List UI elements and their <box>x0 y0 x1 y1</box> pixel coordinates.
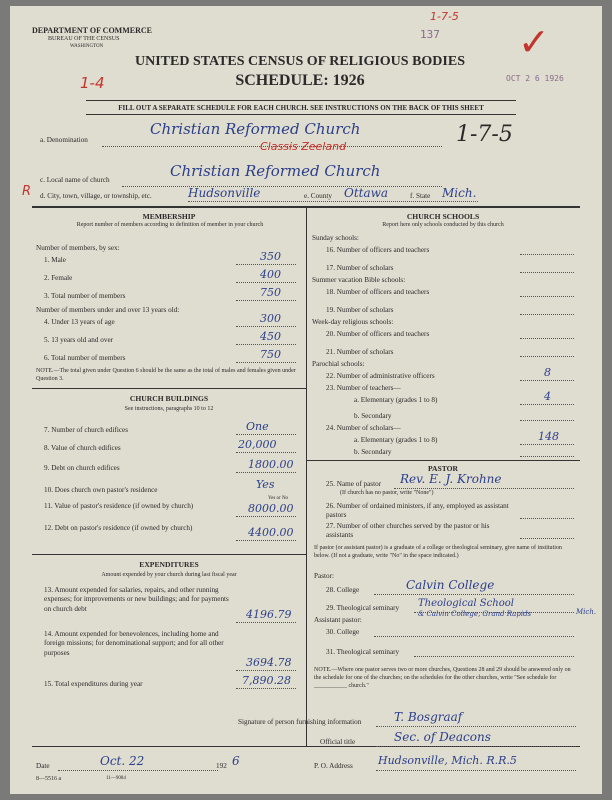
signature-line <box>376 726 576 727</box>
total2-line <box>236 362 296 363</box>
edifices-line <box>236 434 296 435</box>
residence-value-label: 11. Value of pastor's residence (if owned by church) <box>44 502 194 510</box>
q21-label: 21. Number of scholars <box>326 348 394 356</box>
q22-label: 22. Number of administrative officers <box>326 372 435 380</box>
sunday-label: Sunday schools: <box>312 234 359 242</box>
benevolences-value: 3694.78 <box>246 656 292 669</box>
received-stamp: OCT 2 6 1926 <box>506 74 564 83</box>
q31-label: 31. Theological seminary <box>326 648 400 656</box>
value-line <box>236 452 296 453</box>
denomination-note: Classis Zeeland <box>260 140 347 153</box>
total-exp-value: 7,890.28 <box>242 674 291 687</box>
expenditures-subtitle: Amount expended by your church during last fiscal year <box>101 572 237 578</box>
state-value: Mich. <box>442 186 477 200</box>
year-prefix: 192 <box>216 762 227 770</box>
salaries-line <box>236 622 296 623</box>
male-label: 1. Male <box>44 256 66 264</box>
date-value: Oct. 22 <box>100 754 145 768</box>
residence-value-line <box>236 516 296 517</box>
q21-line <box>520 356 574 357</box>
q28-value: Calvin College <box>406 578 495 592</box>
q19-label: 19. Number of scholars <box>326 306 394 314</box>
female-label: 2. Female <box>44 274 73 282</box>
parochial-label: Parochial schools: <box>312 360 365 368</box>
q23-label: 23. Number of teachers— <box>326 384 401 392</box>
q26-label: 26. Number of ordained ministers, if any, employed as assistant pastors <box>326 502 509 520</box>
parsonage-value: Yes <box>256 478 275 491</box>
q20-label: 20. Number of officers and teachers <box>326 330 430 338</box>
benevolences-line <box>236 670 296 671</box>
summer-label: Summer vacation Bible schools: <box>312 276 406 284</box>
date-label: Date <box>36 762 50 770</box>
pastor-rule <box>306 460 580 461</box>
q24a-line <box>520 444 574 445</box>
assistant-label: Assistant pastor: <box>314 616 362 624</box>
city-value: Hudsonville <box>188 186 261 200</box>
buildings-rule <box>32 388 306 389</box>
edifices-value: One <box>246 420 269 433</box>
local-name-line <box>122 186 442 187</box>
denomination-label: a. Denomination <box>40 136 88 144</box>
q24-label: 24. Number of scholars— <box>326 424 401 432</box>
q24a-label: a. Elementary (grades 1 to 8) <box>354 436 438 444</box>
over13-value: 450 <box>260 330 281 343</box>
date-line <box>58 770 218 771</box>
q30-line <box>374 636 574 637</box>
official-title-value: Sec. of Deacons <box>394 730 491 744</box>
local-name-value: Christian Reformed Church <box>170 162 381 180</box>
q16-line <box>520 254 574 255</box>
local-name-label: c. Local name of church <box>40 176 110 184</box>
q28-line <box>374 594 574 595</box>
total-value: 750 <box>260 286 281 299</box>
pastor-title: PASTOR <box>427 464 459 473</box>
q24b-label: b. Secondary <box>354 448 392 456</box>
county-value: Ottawa <box>344 186 389 200</box>
residence-debt-line <box>236 540 296 541</box>
total-line <box>236 300 296 301</box>
q20-line <box>520 338 574 339</box>
q23a-label: a. Elementary (grades 1 to 8) <box>354 396 438 404</box>
over13-label: 5. 13 years old and over <box>44 336 114 344</box>
male-line <box>236 264 296 265</box>
expenditures-title: EXPENDITURES <box>139 560 199 569</box>
signature-value: T. Bosgraaf <box>394 710 463 724</box>
header-rule <box>86 100 516 101</box>
q24a-value: 148 <box>538 430 559 443</box>
q31-line <box>414 656 574 657</box>
official-title-line <box>376 746 576 747</box>
residence-debt-value: 4400.00 <box>248 526 294 539</box>
q28-label: 28. College <box>326 586 360 594</box>
address-label: P. O. Address <box>314 762 353 770</box>
q23a-line <box>520 404 574 405</box>
membership-subtitle: Report number of members according to definition of member in your church <box>76 222 264 228</box>
total-exp-label: 15. Total expenditures during year <box>44 680 143 688</box>
city-label: WASHINGTON <box>70 44 104 49</box>
membership-title: MEMBERSHIP <box>142 212 196 221</box>
q27-line <box>520 538 574 539</box>
state-label: f. State <box>410 192 431 200</box>
city-line <box>188 201 478 202</box>
q29-label: 29. Theological seminary <box>326 604 400 612</box>
salaries-value: 4196.79 <box>246 608 292 621</box>
q29-side: Mich. <box>576 608 597 616</box>
census-schedule-page <box>10 6 602 794</box>
q23b-line <box>520 420 574 421</box>
q22-line <box>520 380 574 381</box>
debt-label: 9. Debt on church edifices <box>44 464 120 472</box>
q18-label: 18. Number of officers and teachers <box>326 288 430 296</box>
edifices-label: 7. Number of church edifices <box>44 426 129 434</box>
county-label: e. County <box>304 192 332 200</box>
city-field-label: d. City, town, village, or township, etc. <box>40 192 152 200</box>
female-value: 400 <box>260 268 281 281</box>
parsonage-label: 10. Does church own pastor's residence <box>44 486 158 494</box>
bureau-label: BUREAU OF THE CENSUS <box>48 36 120 42</box>
benevolences-label: 14. Amount expended for benevolences, including home and foreign missions; for denominational support; and for all other purposes <box>44 630 224 657</box>
female-line <box>236 282 296 283</box>
q30-label: 30. College <box>326 628 360 636</box>
over13-line <box>236 344 296 345</box>
residence-value-value: 8000.00 <box>248 502 294 515</box>
q29-value: Theological School <box>418 598 514 609</box>
schedule-title: SCHEDULE: 1926 <box>235 72 365 89</box>
total2-label: 6. Total number of members <box>44 354 126 362</box>
department-label: DEPARTMENT OF COMMERCE <box>32 26 153 35</box>
q18-line <box>520 296 574 297</box>
pastor-sub-label: Pastor: <box>314 572 334 580</box>
note-left: 1-4 <box>80 74 105 92</box>
q17-line <box>520 272 574 273</box>
q22-value: 8 <box>544 366 551 379</box>
denomination-value: Christian Reformed Church <box>150 120 361 138</box>
year-suffix: 6 <box>232 754 240 768</box>
stamp-number: 137 <box>420 28 440 41</box>
q19-line <box>520 314 574 315</box>
q17-label: 17. Number of scholars <box>326 264 394 272</box>
note-right: 1-7-5 <box>430 10 459 23</box>
official-title-label: Official title <box>320 738 356 746</box>
under13-line <box>236 326 296 327</box>
age-label: Number of members under and over 13 years old: <box>36 306 180 314</box>
address-value: Hudsonville, Mich. R.R.5 <box>378 754 517 767</box>
form-number: 8—5516 a <box>36 776 62 782</box>
q23b-label: b. Secondary <box>354 412 392 420</box>
q23a-value: 4 <box>544 390 551 403</box>
print-code: 11—9084 <box>106 776 126 781</box>
under13-value: 300 <box>260 312 281 325</box>
membership-note: NOTE.—The total given under Question 6 should be the same as the total of males and females given under Question 3. <box>36 368 296 382</box>
q29-note: & Calvin College, Grand Rapids <box>418 610 532 618</box>
total2-value: 750 <box>260 348 281 361</box>
denomination-code: 1-7-5 <box>456 122 513 147</box>
salaries-label: 13. Amount expended for salaries, repairs, and other running expenses; for improvements or new buildings; and for payments on church debt <box>44 586 229 613</box>
q25-label: 25. Name of pastor <box>326 480 382 488</box>
debt-value: 1800.00 <box>248 458 294 471</box>
pastor-note: NOTE.—Where one pastor serves two or more churches, Questions 28 and 29 should be answered only on the schedule for one of the churches; on the schedules for the other churches, write "See schedule for ___________ church." <box>314 667 571 690</box>
margin-mark: R <box>22 184 32 199</box>
buildings-subtitle: See instructions, paragraphs 10 to 12 <box>124 406 214 412</box>
by-sex-label: Number of members, by sex: <box>36 244 120 252</box>
weekday-label: Week-day religious schools: <box>312 318 394 326</box>
schools-title: CHURCH SCHOOLS <box>406 212 480 221</box>
header-rule-2 <box>86 114 516 115</box>
debt-line <box>236 472 296 473</box>
buildings-title: CHURCH BUILDINGS <box>129 394 209 403</box>
q24b-line <box>520 456 574 457</box>
q16-label: 16. Number of officers and teachers <box>326 246 430 254</box>
value-value: 20,000 <box>238 438 277 451</box>
grid-center-rule <box>306 206 307 746</box>
q25-value: Rev. E. J. Krohne <box>400 472 502 486</box>
under13-label: 4. Under 13 years of age <box>44 318 115 326</box>
yes-no-label: Yes or No <box>268 496 289 501</box>
check-mark: ✓ <box>518 20 550 64</box>
value-label: 8. Value of church edifices <box>44 444 121 452</box>
schools-subtitle: Report here only schools conducted by this church <box>382 222 504 228</box>
grad-note: If pastor (or assistant pastor) is a graduate of a college or theological seminary, give name of institution below. (If not a graduate, write "No" in the space indicated.) <box>314 545 562 560</box>
male-value: 350 <box>260 250 281 263</box>
expenditures-rule <box>32 554 306 555</box>
total-exp-line <box>236 688 296 689</box>
total-label: 3. Total number of members <box>44 292 126 300</box>
instruction-line: FILL OUT A SEPARATE SCHEDULE FOR EACH CHURCH. SEE INSTRUCTIONS ON THE BACK OF THIS SHEET <box>118 104 484 112</box>
q25-note: (If church has no pastor, write "None") <box>340 490 434 496</box>
residence-debt-label: 12. Debt on pastor's residence (if owned by church) <box>44 524 193 532</box>
signature-label: Signature of person furnishing information <box>238 718 362 726</box>
q25-line <box>394 488 574 489</box>
form-title: UNITED STATES CENSUS OF RELIGIOUS BODIES <box>134 54 465 69</box>
q26-line <box>520 518 574 519</box>
q27-label: 27. Number of other churches served by the pastor or his assistants <box>326 522 490 540</box>
address-line <box>376 770 576 771</box>
